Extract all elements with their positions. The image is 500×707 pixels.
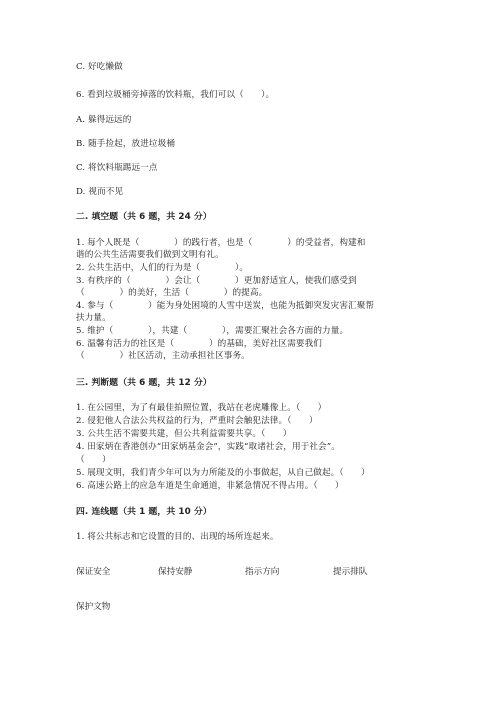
s2-line: （ ）社区活动，主动承担社区事务。 (76, 351, 250, 361)
s3-line: 5. 展现文明，我们青少年可以为力所能及的小事做起，从自己做起。（ ） (76, 468, 370, 478)
q6-option-a: A. 躲得远远的 (76, 115, 132, 125)
s3-line: 4. 田家炳在香港创办“田家炳基金会”，实践“取诸社会，用于社会”。 (76, 442, 340, 452)
s2-line: 4. 参与（ ）能为身处困境的人雪中送炭，也能为抵御突发灾害汇聚帮 (76, 301, 375, 311)
s3-line: 3. 公共生活不需要共建，但公共利益需要共享。（ ） (76, 429, 292, 439)
s2-line: 3. 有秩序的（ ）会让（ ）更加舒适宜人，使我们感受到 (76, 276, 357, 286)
s2-line: 谐的公共生活需要我们做到文明有礼。 (76, 250, 224, 260)
s2-line: （ ）的美好，生活（ ）的提高。 (76, 288, 268, 298)
match-item[interactable]: 保护文物 (76, 602, 111, 612)
s3-line: 1. 在公园里，为了有最佳拍照位置，我站在老虎雕像上。（ ） (76, 403, 327, 413)
q6-stem: 6. 看到垃圾桶旁掉落的饮料瓶，我们可以（ ）。 (76, 90, 275, 100)
s2-line: 扶力量。 (76, 313, 111, 323)
s2-line: 6. 温馨有活力的社区是（ ）的基础，美好社区需要我们 (76, 339, 322, 349)
match-item[interactable]: 保持安静 (158, 567, 193, 577)
section4-title: 四. 连线题（共 1 题，共 10 分） (76, 507, 212, 517)
q6-option-b: B. 随手捡起，放进垃圾桶 (76, 139, 176, 149)
match-item[interactable]: 指示方向 (245, 567, 280, 577)
s3-line: 6. 高速公路上的应急车道是生命通道，非紧急情况不得占用。（ ） (76, 481, 344, 491)
q5-option-c: C. 好吃懒做 (76, 62, 123, 72)
match-item[interactable]: 提示排队 (333, 567, 368, 577)
s2-line: 2. 公共生活中，人们的行为是（ ）。 (76, 263, 249, 273)
s3-line: （ ） (76, 455, 111, 465)
s2-line: 1. 每个人既是（ ）的践行者，也是（ ）的受益者，构建和 (76, 238, 366, 248)
section3-title: 三. 判断题（共 6 题，共 12 分） (76, 378, 212, 388)
s3-line: 2. 侵犯他人合法公共权益的行为，严重时会触犯法律。（ ） (76, 416, 318, 426)
match-item[interactable]: 保证安全 (76, 567, 111, 577)
s4-stem: 1. 将公共标志和它设置的目的、出现的场所连起来。 (76, 532, 279, 542)
q6-option-c: C. 将饮料瓶踢远一点 (76, 163, 158, 173)
s2-line: 5. 维护（ ），共建（ ），需要汇聚社会各方面的力量。 (76, 326, 349, 336)
section2-title: 二. 填空题（共 6 题，共 24 分） (76, 212, 212, 222)
q6-option-d: D. 视而不见 (76, 187, 124, 197)
